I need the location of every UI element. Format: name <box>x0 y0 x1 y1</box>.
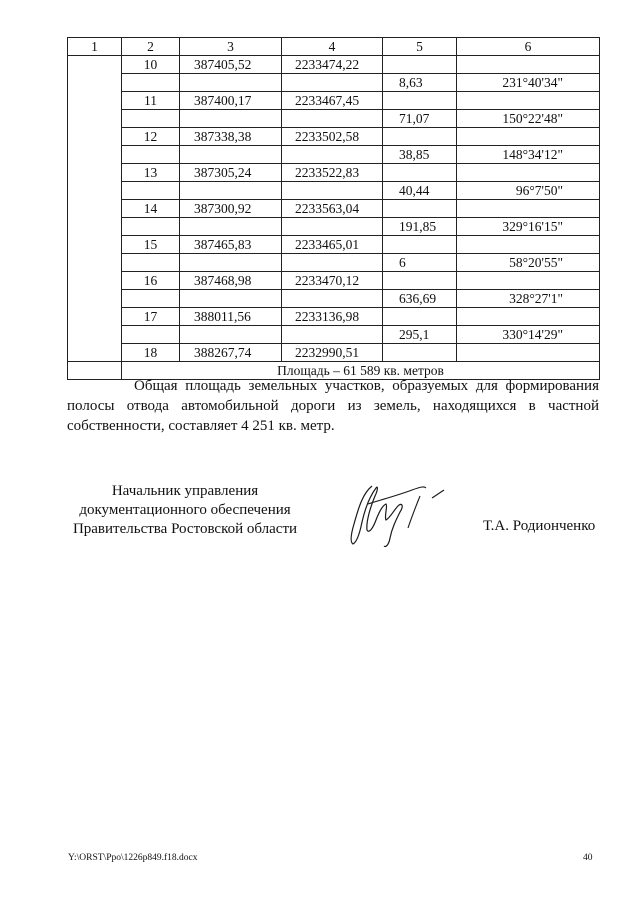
coordinates-table <box>67 37 600 380</box>
table-row <box>68 272 600 290</box>
point-number-cell: 14 <box>122 200 180 218</box>
table-row <box>68 308 600 326</box>
point-number-cell: 17 <box>122 308 180 326</box>
point-number-cell: 16 <box>122 272 180 290</box>
point-number-cell <box>122 290 180 308</box>
x-coordinate-cell: 387465,83 <box>180 236 282 254</box>
x-coordinate-cell: 387468,98 <box>180 272 282 290</box>
distance-cell <box>383 200 457 218</box>
x-coordinate-cell: 387300,92 <box>180 200 282 218</box>
y-coordinate-cell: 2233467,45 <box>282 92 383 110</box>
y-coordinate-cell <box>282 146 383 164</box>
distance-cell: 295,1 <box>383 326 457 344</box>
distance-cell: 191,85 <box>383 218 457 236</box>
x-coordinate-cell: 387338,38 <box>180 128 282 146</box>
signatory-title-line-3: Правительства Ростовской области <box>72 521 298 537</box>
signatory-title-line-2: документационного обеспечения <box>79 502 291 518</box>
distance-cell: 6 <box>383 254 457 272</box>
table-row <box>68 326 600 344</box>
signatory-name: Т.А. Родионченко <box>483 518 596 534</box>
point-number-cell: 13 <box>122 164 180 182</box>
x-coordinate-cell: 387305,24 <box>180 164 282 182</box>
distance-cell <box>383 236 457 254</box>
x-coordinate-cell <box>180 254 282 272</box>
y-coordinate-cell: 2232990,51 <box>282 344 383 362</box>
x-coordinate-cell <box>180 290 282 308</box>
y-coordinate-cell <box>282 182 383 200</box>
y-coordinate-cell <box>282 218 383 236</box>
y-coordinate-cell: 2233502,58 <box>282 128 383 146</box>
handwritten-signature <box>340 476 460 548</box>
header-col-3: 3 <box>180 38 282 56</box>
angle-cell <box>457 56 600 74</box>
x-coordinate-cell <box>180 326 282 344</box>
point-number-cell <box>122 326 180 344</box>
x-coordinate-cell <box>180 182 282 200</box>
point-number-cell <box>122 182 180 200</box>
distance-cell: 636,69 <box>383 290 457 308</box>
table-row <box>68 128 600 146</box>
angle-cell <box>457 236 600 254</box>
table-row <box>68 110 600 128</box>
table-row <box>68 164 600 182</box>
table-row <box>68 92 600 110</box>
table-header-row <box>68 38 600 56</box>
area-summary-paragraph: Общая площадь земельных участков, образуемых для формирования полосы отвода автомобильной дороги из земель, находящихся в частной собственности, составляет 4 251 кв. метр. <box>67 378 599 434</box>
distance-cell: 40,44 <box>383 182 457 200</box>
y-coordinate-cell <box>282 110 383 128</box>
point-number-cell: 10 <box>122 56 180 74</box>
point-number-cell <box>122 146 180 164</box>
distance-cell <box>383 128 457 146</box>
angle-cell <box>457 164 600 182</box>
x-coordinate-cell <box>180 146 282 164</box>
x-coordinate-cell <box>180 74 282 92</box>
x-coordinate-cell <box>180 110 282 128</box>
x-coordinate-cell: 387405,52 <box>180 56 282 74</box>
table-row <box>68 56 600 74</box>
y-coordinate-cell: 2233522,83 <box>282 164 383 182</box>
table-row <box>68 74 600 92</box>
header-col-2: 2 <box>122 38 180 56</box>
table-row <box>68 218 600 236</box>
y-coordinate-cell: 2233474,22 <box>282 56 383 74</box>
angle-cell: 329°16'15" <box>457 218 600 236</box>
x-coordinate-cell: 388267,74 <box>180 344 282 362</box>
table-row <box>68 254 600 272</box>
signatory-title <box>55 482 315 539</box>
distance-cell <box>383 344 457 362</box>
angle-cell: 330°14'29" <box>457 326 600 344</box>
y-coordinate-cell <box>282 74 383 92</box>
point-number-cell: 15 <box>122 236 180 254</box>
footer-page-number: 40 <box>583 853 593 863</box>
distance-cell <box>383 272 457 290</box>
header-col-6: 6 <box>457 38 600 56</box>
x-coordinate-cell: 387400,17 <box>180 92 282 110</box>
y-coordinate-cell: 2233136,98 <box>282 308 383 326</box>
y-coordinate-cell: 2233470,12 <box>282 272 383 290</box>
point-number-cell <box>122 74 180 92</box>
distance-cell: 8,63 <box>383 74 457 92</box>
angle-cell <box>457 92 600 110</box>
distance-cell: 38,85 <box>383 146 457 164</box>
distance-cell <box>383 164 457 182</box>
y-coordinate-cell <box>282 254 383 272</box>
point-number-cell: 11 <box>122 92 180 110</box>
x-coordinate-cell <box>180 218 282 236</box>
y-coordinate-cell: 2233465,01 <box>282 236 383 254</box>
distance-cell <box>383 56 457 74</box>
angle-cell <box>457 272 600 290</box>
y-coordinate-cell <box>282 326 383 344</box>
header-col-4: 4 <box>282 38 383 56</box>
angle-cell <box>457 200 600 218</box>
point-group-cell <box>68 56 122 362</box>
angle-cell <box>457 308 600 326</box>
table-row <box>68 182 600 200</box>
angle-cell: 328°27'1" <box>457 290 600 308</box>
point-number-cell <box>122 110 180 128</box>
point-number-cell: 12 <box>122 128 180 146</box>
angle-cell: 231°40'34" <box>457 74 600 92</box>
point-number-cell <box>122 218 180 236</box>
distance-cell: 71,07 <box>383 110 457 128</box>
signatory-title-line-1: Начальник управления <box>111 483 259 499</box>
total-area-cell: Площадь – 61 589 кв. метров <box>122 362 600 380</box>
footer-file-path: Y:\ORST\Ppo\1226p849.f18.docx <box>68 853 198 863</box>
table-row <box>68 344 600 362</box>
table-row <box>68 236 600 254</box>
header-col-1: 1 <box>68 38 122 56</box>
angle-cell: 150°22'48" <box>457 110 600 128</box>
table-row <box>68 290 600 308</box>
point-number-cell <box>122 254 180 272</box>
point-number-cell: 18 <box>122 344 180 362</box>
distance-cell <box>383 308 457 326</box>
angle-cell: 58°20'55" <box>457 254 600 272</box>
distance-cell <box>383 92 457 110</box>
angle-cell <box>457 128 600 146</box>
table-row <box>68 146 600 164</box>
angle-cell <box>457 344 600 362</box>
table-row <box>68 200 600 218</box>
y-coordinate-cell: 2233563,04 <box>282 200 383 218</box>
y-coordinate-cell <box>282 290 383 308</box>
header-col-5: 5 <box>383 38 457 56</box>
angle-cell: 148°34'12" <box>457 146 600 164</box>
angle-cell: 96°7'50" <box>457 182 600 200</box>
x-coordinate-cell: 388011,56 <box>180 308 282 326</box>
